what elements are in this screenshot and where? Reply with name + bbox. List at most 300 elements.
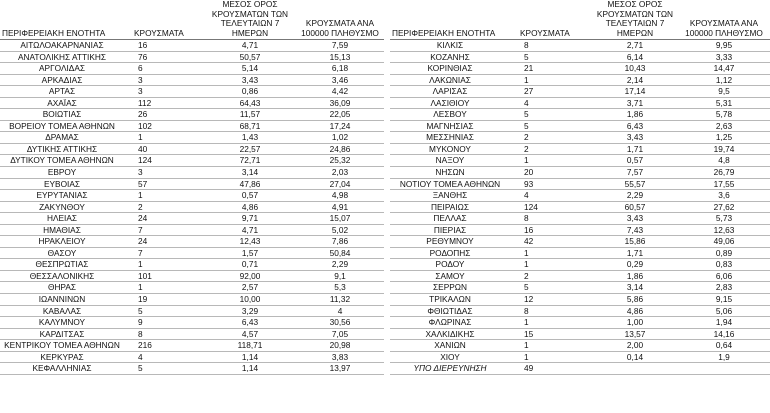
per-100k-cell: 2,83 (715, 282, 733, 293)
table-row (390, 190, 770, 202)
avg-7days-cell: 17,14 (624, 86, 646, 97)
table-row (390, 247, 770, 259)
region-cell: ΝΑΞΟΥ (435, 155, 465, 166)
per-100k-cell: 1,25 (715, 132, 733, 143)
region-cell: ΠΕΛΛΑΣ (433, 213, 467, 224)
per-100k-cell: 22,05 (329, 109, 351, 120)
per-100k-cell: 9,95 (715, 40, 733, 50)
cases-cell: 20 (524, 167, 534, 178)
header-per-100k: ΚΡΟΥΣΜΑΤΑ ΑΝΑ 100000 ΠΛΗΘΥΣΜΟ (685, 18, 763, 38)
region-cell: ΗΛΕΙΑΣ (46, 213, 78, 224)
per-100k-cell: 9,15 (715, 294, 733, 305)
cases-cell: 8 (138, 328, 143, 339)
table-row (0, 190, 384, 202)
avg-7days-cell: 1,00 (626, 317, 644, 328)
table-row (0, 224, 384, 236)
region-cell: ΑΙΤΩΛΟΑΚΑΡΝΑΝΙΑΣ (20, 40, 104, 50)
avg-7days-cell: 60,57 (624, 201, 646, 212)
avg-7days-cell: 50,57 (239, 51, 261, 62)
avg-7days-cell: 13,57 (624, 328, 646, 339)
region-cell: ΧΑΛΚΙΔΙΚΗΣ (425, 328, 475, 339)
per-100k-cell: 50,84 (329, 247, 351, 258)
region-cell: ΚΑΛΥΜΝΟΥ (38, 317, 86, 328)
per-100k-cell: 4,98 (331, 190, 349, 201)
per-100k-cell: 3,83 (331, 351, 349, 362)
cases-table-right (390, 0, 770, 375)
table-row (390, 63, 770, 75)
cases-cell: 2 (138, 201, 143, 212)
per-100k-cell: 7,59 (331, 40, 349, 50)
region-cell: ΚΕΝΤΡΙΚΟΥ ΤΟΜΕΑ ΑΘΗΝΩΝ (4, 340, 120, 351)
cases-cell: 3 (138, 167, 143, 178)
avg-7days-cell (592, 363, 678, 375)
region-cell: ΑΡΚΑΔΙΑΣ (41, 74, 83, 85)
table-row (0, 155, 384, 167)
cases-cell: 15 (524, 328, 534, 339)
avg-7days-cell: 4,71 (241, 224, 259, 235)
avg-7days-cell: 55,57 (624, 178, 646, 189)
avg-7days-cell: 3,29 (241, 305, 259, 316)
table-row (390, 317, 770, 329)
per-100k-cell: 14,16 (713, 328, 735, 339)
table-row (390, 167, 770, 179)
cases-cell: 1 (138, 259, 143, 270)
cases-cell: 93 (524, 178, 534, 189)
region-cell: ΘΑΣΟΥ (47, 247, 77, 258)
cases-cell: 1 (524, 247, 529, 258)
per-100k-cell: 0,89 (715, 247, 733, 258)
cases-cell: 3 (138, 74, 143, 85)
avg-7days-cell: 4,57 (241, 328, 259, 339)
avg-7days-cell: 3,14 (241, 167, 259, 178)
cases-cell: 5 (524, 109, 529, 120)
avg-7days-cell: 3,43 (241, 74, 259, 85)
cases-cell: 112 (138, 97, 152, 108)
region-cell: ΠΙΕΡΙΑΣ (433, 224, 467, 235)
table-row (0, 86, 384, 98)
avg-7days-cell: 6,14 (626, 51, 644, 62)
region-cell: ΠΕΙΡΑΙΩΣ (431, 201, 469, 212)
region-cell: ΔΡΑΜΑΣ (45, 132, 79, 143)
avg-7days-cell: 6,43 (241, 317, 259, 328)
region-cell: ΛΑΚΩΝΙΑΣ (429, 74, 471, 85)
cases-cell: 4 (138, 351, 143, 362)
header-cases: ΚΡΟΥΣΜΑΤΑ (134, 27, 184, 38)
per-100k-cell: 49,06 (713, 236, 735, 247)
per-100k-cell: 5,3 (334, 282, 346, 293)
table-header-row (390, 0, 770, 40)
avg-7days-cell: 1,71 (626, 247, 644, 258)
cases-cell: 5 (524, 51, 529, 62)
header-cases: ΚΡΟΥΣΜΑΤΑ (520, 27, 570, 38)
avg-7days-cell: 47,86 (239, 178, 261, 189)
region-cell: ΛΕΣΒΟΥ (433, 109, 467, 120)
table-row (390, 109, 770, 121)
avg-7days-cell: 4,71 (241, 40, 259, 50)
table-row (0, 363, 384, 375)
table-row (390, 132, 770, 144)
region-cell: ΖΑΚΥΝΘΟΥ (39, 201, 85, 212)
avg-7days-cell: 0,29 (626, 259, 644, 270)
avg-7days-cell: 1,86 (626, 109, 644, 120)
region-cell: ΦΛΩΡΙΝΑΣ (428, 317, 472, 328)
cases-cell: 1 (524, 351, 529, 362)
cases-cell: 1 (524, 74, 529, 85)
region-cell: ΣΕΡΡΩΝ (433, 282, 467, 293)
per-100k-cell: 4,8 (718, 155, 730, 166)
avg-7days-cell: 64,43 (239, 97, 261, 108)
table-row (0, 247, 384, 259)
region-cell: ΡΟΔΟΥ (435, 259, 465, 270)
per-100k-cell: 9,1 (334, 270, 346, 281)
cases-cell: 1 (524, 340, 529, 351)
avg-7days-cell: 0,57 (626, 155, 644, 166)
avg-7days-cell: 1,71 (626, 143, 644, 154)
header-per-100k: ΚΡΟΥΣΜΑΤΑ ΑΝΑ 100000 ΠΛΗΘΥΣΜΟ (301, 18, 379, 38)
table-row (0, 74, 384, 86)
table-row (0, 109, 384, 121)
per-100k-cell: 15,13 (329, 51, 351, 62)
avg-7days-cell: 9,71 (241, 213, 259, 224)
per-100k-cell: 20,98 (329, 340, 351, 351)
cases-cell: 21 (524, 63, 534, 74)
avg-7days-cell: 2,00 (626, 340, 644, 351)
region-cell: ΧΙΟΥ (440, 351, 460, 362)
left-table-half (0, 0, 384, 375)
cases-cell: 57 (138, 178, 148, 189)
region-cell: ΛΑΣΙΘΙΟΥ (430, 97, 470, 108)
per-100k-cell: 25,32 (329, 155, 351, 166)
per-100k-cell: 27,04 (329, 178, 351, 189)
table-row (0, 282, 384, 294)
region-cell: ΥΠΟ ΔΙΕΡΕΥΝΗΣΗ (413, 363, 487, 374)
region-cell: ΘΗΡΑΣ (47, 282, 77, 293)
cases-cell: 1 (138, 132, 143, 143)
table-row (0, 178, 384, 190)
cases-cell: 1 (138, 190, 143, 201)
avg-7days-cell: 3,14 (626, 282, 644, 293)
per-100k-cell: 5,06 (715, 305, 733, 316)
table-row (390, 305, 770, 317)
per-100k-cell: 9,5 (718, 86, 730, 97)
per-100k-cell: 11,32 (329, 294, 351, 305)
per-100k-cell: 12,63 (713, 224, 735, 235)
cases-cell: 76 (138, 51, 148, 62)
avg-7days-cell: 92,00 (239, 270, 261, 281)
avg-7days-cell: 22,57 (239, 143, 261, 154)
cases-cell: 6 (138, 63, 143, 74)
per-100k-cell: 5,31 (715, 97, 733, 108)
table-row (0, 63, 384, 75)
per-100k-cell: 3,6 (718, 190, 730, 201)
cases-cell: 2 (524, 132, 529, 143)
region-cell: ΦΘΙΩΤΙΔΑΣ (427, 305, 473, 316)
avg-7days-cell: 0,14 (626, 351, 644, 362)
avg-7days-cell: 7,43 (626, 224, 644, 235)
avg-7days-cell: 1,43 (241, 132, 259, 143)
cases-cell: 1 (524, 317, 529, 328)
cases-table-left (0, 0, 384, 375)
region-cell: ΚΑΡΔΙΤΣΑΣ (39, 328, 85, 339)
avg-7days-cell: 0,86 (241, 86, 259, 97)
table-row (390, 236, 770, 248)
per-100k-cell: 0,83 (715, 259, 733, 270)
cases-cell: 124 (138, 155, 152, 166)
table-row (0, 120, 384, 132)
table-row (0, 201, 384, 213)
region-cell: ΙΩΑΝΝΙΝΩΝ (38, 294, 86, 305)
avg-7days-cell: 7,57 (626, 167, 644, 178)
table-row (0, 340, 384, 352)
table-row (0, 351, 384, 363)
region-cell: ΕΥΒΟΙΑΣ (43, 178, 81, 189)
table-row (390, 143, 770, 155)
cases-cell: 1 (524, 259, 529, 270)
avg-7days-cell: 1,57 (241, 247, 259, 258)
avg-7days-cell: 4,86 (626, 305, 644, 316)
cases-cell: 2 (524, 143, 529, 154)
per-100k-cell: 30,56 (329, 317, 351, 328)
region-cell: ΑΡΤΑΣ (48, 86, 76, 97)
per-100k-cell: 4,42 (331, 86, 349, 97)
per-100k-cell: 2,29 (331, 259, 349, 270)
cases-cell: 9 (138, 317, 143, 328)
cases-cell: 1 (524, 155, 529, 166)
cases-cell: 4 (524, 97, 529, 108)
table-row (390, 178, 770, 190)
table-row (390, 120, 770, 132)
region-cell: ΚΟΡΙΝΘΙΑΣ (427, 63, 473, 74)
header-region: ΠΕΡΙΦΕΡΕΙΑΚΗ ΕΝΟΤΗΤΑ (2, 27, 106, 38)
per-100k-cell: 6,06 (715, 270, 733, 281)
region-cell: ΜΑΓΝΗΣΙΑΣ (426, 120, 474, 131)
per-100k-cell (678, 363, 770, 375)
cases-cell: 24 (138, 213, 148, 224)
per-100k-cell: 4,91 (331, 201, 349, 212)
table-row (0, 143, 384, 155)
table-row (390, 270, 770, 282)
region-cell: ΑΧΑΪΑΣ (47, 97, 77, 108)
per-100k-cell: 5,78 (715, 109, 733, 120)
region-cell: ΣΑΜΟΥ (435, 270, 465, 281)
table-row (390, 51, 770, 63)
per-100k-cell: 3,33 (715, 51, 733, 62)
table-header-row (0, 0, 384, 40)
cases-cell: 124 (524, 201, 538, 212)
per-100k-cell: 27,62 (713, 201, 735, 212)
table-body-right (390, 40, 770, 375)
region-cell: ΘΕΣΣΑΛΟΝΙΚΗΣ (29, 270, 95, 281)
table-row (390, 155, 770, 167)
cases-cell: 5 (138, 305, 143, 316)
cases-cell: 12 (524, 294, 534, 305)
per-100k-cell: 1,02 (331, 132, 349, 143)
region-cell: ΛΑΡΙΣΑΣ (432, 86, 468, 97)
region-cell: ΤΡΙΚΑΛΩΝ (429, 294, 471, 305)
cases-cell: 8 (524, 40, 529, 50)
avg-7days-cell: 11,57 (239, 109, 261, 120)
avg-7days-cell: 0,57 (241, 190, 259, 201)
cases-cell: 27 (524, 86, 534, 97)
avg-7days-cell: 68,71 (239, 120, 261, 131)
avg-7days-cell: 2,14 (626, 74, 644, 85)
avg-7days-cell: 72,71 (239, 155, 261, 166)
avg-7days-cell: 1,14 (241, 363, 259, 374)
region-cell: ΚΕΦΑΛΛΗΝΙΑΣ (32, 363, 92, 374)
cases-cell: 8 (524, 213, 529, 224)
cases-cell: 1 (138, 282, 143, 293)
region-cell: ΚΑΒΑΛΑΣ (42, 305, 82, 316)
per-100k-cell: 4 (337, 305, 343, 316)
avg-7days-cell: 6,43 (626, 120, 644, 131)
table-row (390, 259, 770, 271)
table-row (390, 328, 770, 340)
region-cell: ΕΒΡΟΥ (47, 167, 77, 178)
cases-cell: 4 (524, 190, 529, 201)
per-100k-cell: 14,47 (713, 63, 735, 74)
cases-cell: 40 (138, 143, 148, 154)
cases-cell: 5 (524, 120, 529, 131)
header-avg-7days: ΜΕΣΟΣ ΟΡΟΣ ΚΡΟΥΣΜΑΤΩΝ ΤΩΝ ΤΕΛΕΥΤΑΙΩΝ 7 ΗΜΕΡΩΝ (596, 0, 674, 38)
table-row (0, 317, 384, 329)
avg-7days-cell: 2,29 (626, 190, 644, 201)
per-100k-cell: 5,73 (715, 213, 733, 224)
cases-cell: 7 (138, 247, 143, 258)
avg-7days-cell: 15,86 (624, 236, 646, 247)
cases-cell: 8 (524, 305, 529, 316)
cases-cell: 216 (138, 340, 152, 351)
table-row (390, 40, 770, 52)
avg-7days-cell: 5,86 (626, 294, 644, 305)
table-row (390, 213, 770, 225)
region-cell: ΔΥΤΙΚΟΥ ΤΟΜΕΑ ΑΘΗΝΩΝ (10, 155, 114, 166)
per-100k-cell: 1,94 (715, 317, 733, 328)
header-region: ΠΕΡΙΦΕΡΕΙΑΚΗ ΕΝΟΤΗΤΑ (392, 27, 496, 38)
per-100k-cell: 2,03 (331, 167, 349, 178)
avg-7days-cell: 0,71 (241, 259, 259, 270)
table-row (390, 351, 770, 363)
cases-cell: 16 (524, 224, 534, 235)
table-row (390, 201, 770, 213)
region-cell: ΑΝΑΤΟΛΙΚΗΣ ΑΤΤΙΚΗΣ (17, 51, 107, 62)
region-cell: ΧΑΝΙΩΝ (434, 340, 466, 351)
per-100k-cell: 36,09 (329, 97, 351, 108)
region-cell: ΚΕΡΚΥΡΑΣ (40, 351, 84, 362)
per-100k-cell: 19,74 (713, 143, 735, 154)
avg-7days-cell: 4,86 (241, 201, 259, 212)
per-100k-cell: 1,12 (715, 74, 733, 85)
cases-cell: 3 (138, 86, 143, 97)
region-cell: ΚΟΖΑΝΗΣ (430, 51, 470, 62)
region-cell: ΜΥΚΟΝΟΥ (429, 143, 471, 154)
table-row (0, 40, 384, 52)
avg-7days-cell: 10,00 (239, 294, 261, 305)
table-row (0, 213, 384, 225)
per-100k-cell: 7,86 (331, 236, 349, 247)
right-table-half (390, 0, 770, 375)
region-cell: ΡΕΘΥΜΝΟΥ (426, 236, 474, 247)
region-cell: ΗΜΑΘΙΑΣ (43, 224, 81, 235)
per-100k-cell: 17,55 (713, 178, 735, 189)
avg-7days-cell: 2,71 (626, 40, 644, 50)
per-100k-cell: 17,24 (329, 120, 351, 131)
table-row (390, 224, 770, 236)
per-100k-cell: 15,07 (329, 213, 351, 224)
avg-7days-cell: 1,86 (626, 270, 644, 281)
region-cell: ΚΙΛΚΙΣ (436, 40, 464, 50)
per-100k-cell: 3,46 (331, 74, 349, 85)
cases-cell: 102 (138, 120, 152, 131)
cases-cell: 2 (524, 270, 529, 281)
table-row (390, 86, 770, 98)
per-100k-cell: 5,02 (331, 224, 349, 235)
avg-7days-cell: 12,43 (239, 236, 261, 247)
region-cell: ΞΑΝΘΗΣ (432, 190, 468, 201)
cases-cell: 24 (138, 236, 148, 247)
avg-7days-cell: 2,57 (241, 282, 259, 293)
region-cell: ΑΡΓΟΛΙΔΑΣ (39, 63, 85, 74)
table-row (0, 132, 384, 144)
region-cell: ΘΕΣΠΡΩΤΙΑΣ (35, 259, 89, 270)
region-cell: ΕΥΡΥΤΑΝΙΑΣ (36, 190, 88, 201)
table-row (390, 74, 770, 86)
header-avg-7days: ΜΕΣΟΣ ΟΡΟΣ ΚΡΟΥΣΜΑΤΩΝ ΤΩΝ ΤΕΛΕΥΤΑΙΩΝ 7 ΗΜΕΡΩΝ (211, 0, 289, 38)
table-row (390, 294, 770, 306)
cases-cell: 19 (138, 294, 148, 305)
table-body-left (0, 40, 384, 375)
region-cell: ΝΟΤΙΟΥ ΤΟΜΕΑ ΑΘΗΝΩΝ (399, 178, 501, 189)
per-100k-cell: 24,86 (329, 143, 351, 154)
table-row (0, 259, 384, 271)
region-cell: ΡΟΔΟΠΗΣ (429, 247, 471, 258)
table-row (0, 328, 384, 340)
region-cell: ΜΕΣΣΗΝΙΑΣ (426, 132, 474, 143)
region-cell: ΒΟΡΕΙΟΥ ΤΟΜΕΑ ΑΘΗΝΩΝ (9, 120, 115, 131)
cases-cell: 49 (524, 363, 534, 374)
per-100k-cell: 7,05 (331, 328, 349, 339)
avg-7days-cell: 3,43 (626, 213, 644, 224)
avg-7days-cell: 118,71 (237, 340, 263, 351)
cases-cell: 26 (138, 109, 148, 120)
table-row (0, 270, 384, 282)
table-row (390, 363, 770, 375)
avg-7days-cell: 3,43 (626, 132, 644, 143)
table-row (0, 294, 384, 306)
table-row (0, 236, 384, 248)
per-100k-cell: 2,63 (715, 120, 733, 131)
table-row (390, 282, 770, 294)
table-row (0, 305, 384, 317)
table-row (0, 97, 384, 109)
avg-7days-cell: 10,43 (624, 63, 646, 74)
per-100k-cell: 0,64 (715, 340, 733, 351)
cases-cell: 5 (138, 363, 143, 374)
avg-7days-cell: 1,14 (241, 351, 259, 362)
region-cell: ΔΥΤΙΚΗΣ ΑΤΤΙΚΗΣ (26, 143, 98, 154)
region-cell: ΒΟΙΩΤΙΑΣ (42, 109, 82, 120)
table-row (0, 167, 384, 179)
cases-cell: 42 (524, 236, 534, 247)
per-100k-cell: 26,79 (713, 167, 735, 178)
per-100k-cell: 1,9 (718, 351, 730, 362)
table-row (0, 51, 384, 63)
cases-cell: 16 (138, 40, 148, 50)
cases-cell: 5 (524, 282, 529, 293)
table-row (390, 340, 770, 352)
cases-cell: 101 (138, 270, 152, 281)
cases-cell: 7 (138, 224, 143, 235)
region-cell: ΝΗΣΩΝ (435, 167, 465, 178)
